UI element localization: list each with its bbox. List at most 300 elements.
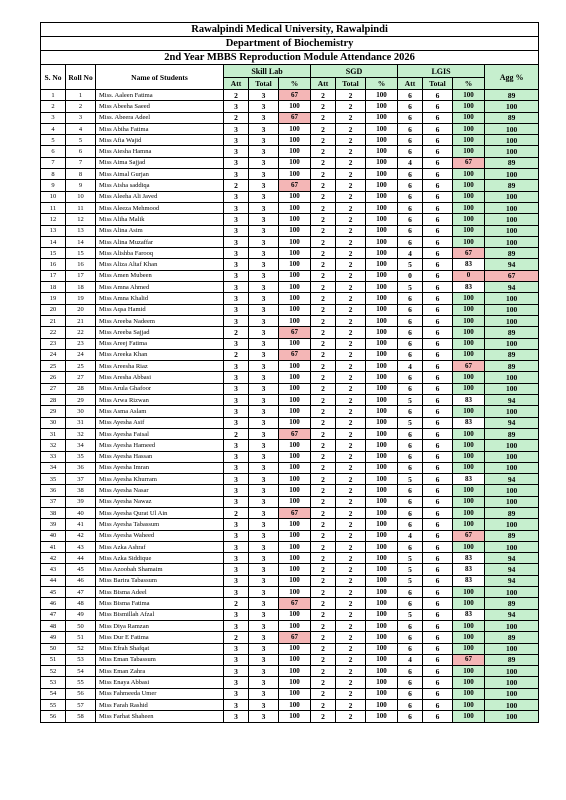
aggregate-percent: 67 (485, 270, 539, 281)
skill-lab-att: 3 (224, 485, 249, 496)
sgd-att: 2 (311, 327, 336, 338)
roll-number: 46 (66, 575, 96, 586)
sgd-att: 2 (311, 598, 336, 609)
sgd-att: 2 (311, 417, 336, 428)
sgd-percent: 100 (366, 361, 398, 372)
student-name: Miss Diya Ramzan (96, 620, 224, 631)
sgd-percent: 100 (366, 270, 398, 281)
sgd-att: 2 (311, 440, 336, 451)
group-sgd: SGD (311, 65, 398, 78)
lgis-att: 6 (398, 451, 423, 462)
table-row (41, 327, 539, 338)
serial-number: 18 (41, 282, 66, 293)
lgis-att: 6 (398, 123, 423, 134)
table-row (41, 575, 539, 586)
student-name: Miss Areeba Nadeem (96, 315, 224, 326)
student-name: Miss Farah Rashid (96, 700, 224, 711)
serial-number: 40 (41, 530, 66, 541)
skill-lab-total: 3 (249, 383, 279, 394)
lgis-total: 6 (423, 440, 453, 451)
lgis-percent: 100 (453, 632, 485, 643)
lgis-percent: 100 (453, 315, 485, 326)
skill-lab-att: 3 (224, 259, 249, 270)
table-row (41, 417, 539, 428)
lgis-percent: 67 (453, 361, 485, 372)
lgis-total: 6 (423, 688, 453, 699)
sgd-percent: 100 (366, 383, 398, 394)
aggregate-percent: 94 (485, 474, 539, 485)
lgis-percent: 100 (453, 101, 485, 112)
aggregate-percent: 89 (485, 632, 539, 643)
table-row (41, 406, 539, 417)
lgis-att: 5 (398, 575, 423, 586)
table-row (41, 293, 539, 304)
skill-lab-percent: 100 (279, 214, 311, 225)
skill-lab-att: 3 (224, 575, 249, 586)
aggregate-percent: 100 (485, 462, 539, 473)
serial-number: 46 (41, 598, 66, 609)
lgis-att: 6 (398, 202, 423, 213)
skill-lab-percent: 100 (279, 474, 311, 485)
table-row (41, 361, 539, 372)
table-row (41, 191, 539, 202)
sgd-total: 2 (336, 496, 366, 507)
table-row (41, 654, 539, 665)
skill-lab-att: 3 (224, 304, 249, 315)
lgis-percent: 100 (453, 677, 485, 688)
sgd-total: 2 (336, 214, 366, 225)
skill-lab-att: 3 (224, 474, 249, 485)
sgd-percent: 100 (366, 598, 398, 609)
lgis-att: 6 (398, 507, 423, 518)
sgd-percent: 100 (366, 169, 398, 180)
skill-lab-att: 3 (224, 417, 249, 428)
student-name: Miss. Aaleen Fatima (96, 90, 224, 101)
sgd-percent: 100 (366, 180, 398, 191)
skill-lab-att: 3 (224, 553, 249, 564)
lgis-att: 6 (398, 519, 423, 530)
skill-lab-percent: 100 (279, 135, 311, 146)
sgd-att: 2 (311, 180, 336, 191)
serial-number: 7 (41, 157, 66, 168)
sgd-total: 2 (336, 395, 366, 406)
roll-number: 36 (66, 462, 96, 473)
roll-number: 4 (66, 123, 96, 134)
skill-lab-percent: 100 (279, 406, 311, 417)
sgd-percent: 100 (366, 135, 398, 146)
skill-lab-total: 3 (249, 428, 279, 439)
table-row (41, 372, 539, 383)
lgis-att: 6 (398, 440, 423, 451)
aggregate-percent: 89 (485, 654, 539, 665)
sgd-total: 2 (336, 711, 366, 722)
lgis-percent: 100 (453, 236, 485, 247)
skill-lab-att: 3 (224, 462, 249, 473)
lgis-att: 6 (398, 293, 423, 304)
roll-number: 48 (66, 598, 96, 609)
sgd-att: 2 (311, 146, 336, 157)
skill-lab-att: 3 (224, 587, 249, 598)
roll-number: 49 (66, 609, 96, 620)
lgis-total: 6 (423, 666, 453, 677)
aggregate-percent: 94 (485, 395, 539, 406)
lgis-total: 6 (423, 598, 453, 609)
lgis-total: 6 (423, 654, 453, 665)
serial-number: 55 (41, 700, 66, 711)
skill-lab-att: 2 (224, 507, 249, 518)
sgd-total: 2 (336, 293, 366, 304)
student-name: Miss Azoobah Shamaim (96, 564, 224, 575)
lgis-total: 6 (423, 338, 453, 349)
table-row (41, 270, 539, 281)
student-name: Miss Fahmeeda Umer (96, 688, 224, 699)
aggregate-percent: 94 (485, 553, 539, 564)
attendance-sheet (40, 22, 538, 723)
roll-number: 58 (66, 711, 96, 722)
skill-lab-percent: 100 (279, 236, 311, 247)
sgd-total: 2 (336, 146, 366, 157)
skill-lab-percent: 100 (279, 440, 311, 451)
sgd-total: 2 (336, 598, 366, 609)
lgis-att: 4 (398, 361, 423, 372)
lgis-total: 6 (423, 575, 453, 586)
skill-lab-att: 3 (224, 654, 249, 665)
aggregate-percent: 100 (485, 519, 539, 530)
skill-lab-total: 3 (249, 123, 279, 134)
roll-number: 40 (66, 507, 96, 518)
sgd-att: 2 (311, 474, 336, 485)
skill-lab-percent: 100 (279, 688, 311, 699)
sgd-att: 2 (311, 406, 336, 417)
lgis-att: 6 (398, 620, 423, 631)
skill-lab-percent: 100 (279, 383, 311, 394)
lgis-percent: 100 (453, 587, 485, 598)
table-row (41, 315, 539, 326)
sgd-percent: 100 (366, 553, 398, 564)
col-agg: Agg % (485, 65, 539, 90)
lgis-total: 6 (423, 180, 453, 191)
skill-lab-total: 3 (249, 191, 279, 202)
sgd-total: 2 (336, 248, 366, 259)
skill-lab-total: 3 (249, 451, 279, 462)
student-name: Miss Arula Ghafoor (96, 383, 224, 394)
lgis-att: 4 (398, 530, 423, 541)
sgd-att: 2 (311, 428, 336, 439)
roll-number: 19 (66, 293, 96, 304)
serial-number: 39 (41, 519, 66, 530)
serial-number: 54 (41, 688, 66, 699)
skill-lab-percent: 67 (279, 598, 311, 609)
roll-number: 13 (66, 225, 96, 236)
sgd-total: 2 (336, 417, 366, 428)
skill-lab-total: 3 (249, 598, 279, 609)
serial-number: 48 (41, 620, 66, 631)
skill-lab-total: 3 (249, 688, 279, 699)
lgis-att: 6 (398, 304, 423, 315)
sgd-percent: 100 (366, 248, 398, 259)
skill-lab-percent: 67 (279, 349, 311, 360)
lgis-total: 6 (423, 349, 453, 360)
sub-att: Att (398, 78, 423, 90)
table-row (41, 135, 539, 146)
lgis-total: 6 (423, 406, 453, 417)
lgis-att: 5 (398, 282, 423, 293)
sgd-att: 2 (311, 248, 336, 259)
roll-number: 27 (66, 372, 96, 383)
skill-lab-total: 3 (249, 112, 279, 123)
col-name: Name of Students (96, 65, 224, 90)
skill-lab-total: 3 (249, 711, 279, 722)
table-row (41, 587, 539, 598)
skill-lab-att: 3 (224, 541, 249, 552)
sgd-total: 2 (336, 440, 366, 451)
aggregate-percent: 94 (485, 564, 539, 575)
aggregate-percent: 100 (485, 440, 539, 451)
aggregate-percent: 100 (485, 225, 539, 236)
skill-lab-att: 3 (224, 395, 249, 406)
serial-number: 1 (41, 90, 66, 101)
skill-lab-att: 3 (224, 123, 249, 134)
sgd-percent: 100 (366, 541, 398, 552)
serial-number: 53 (41, 677, 66, 688)
lgis-total: 6 (423, 123, 453, 134)
lgis-att: 5 (398, 259, 423, 270)
student-name: Miss Enaya Abbasi (96, 677, 224, 688)
skill-lab-percent: 67 (279, 327, 311, 338)
lgis-att: 5 (398, 609, 423, 620)
student-name: Miss Aresha Abbasi (96, 372, 224, 383)
sgd-att: 2 (311, 643, 336, 654)
lgis-att: 6 (398, 496, 423, 507)
sgd-total: 2 (336, 485, 366, 496)
sgd-att: 2 (311, 236, 336, 247)
lgis-att: 5 (398, 395, 423, 406)
table-row (41, 180, 539, 191)
roll-number: 7 (66, 157, 96, 168)
skill-lab-percent: 100 (279, 462, 311, 473)
table-row (41, 259, 539, 270)
sgd-att: 2 (311, 462, 336, 473)
roll-number: 43 (66, 541, 96, 552)
skill-lab-att: 3 (224, 248, 249, 259)
sgd-total: 2 (336, 451, 366, 462)
aggregate-percent: 100 (485, 214, 539, 225)
lgis-percent: 100 (453, 485, 485, 496)
sgd-total: 2 (336, 428, 366, 439)
lgis-total: 6 (423, 248, 453, 259)
skill-lab-att: 3 (224, 135, 249, 146)
sgd-percent: 100 (366, 112, 398, 123)
sgd-att: 2 (311, 677, 336, 688)
sgd-total: 2 (336, 700, 366, 711)
skill-lab-att: 3 (224, 315, 249, 326)
table-row (41, 530, 539, 541)
lgis-percent: 100 (453, 666, 485, 677)
student-name: Miss Afia Wajid (96, 135, 224, 146)
sgd-att: 2 (311, 202, 336, 213)
sgd-percent: 100 (366, 507, 398, 518)
skill-lab-total: 3 (249, 587, 279, 598)
student-name: Miss Amna Ahmed (96, 282, 224, 293)
sgd-att: 2 (311, 530, 336, 541)
sgd-percent: 100 (366, 620, 398, 631)
sgd-att: 2 (311, 587, 336, 598)
skill-lab-percent: 100 (279, 361, 311, 372)
lgis-att: 4 (398, 157, 423, 168)
lgis-att: 6 (398, 485, 423, 496)
student-name: Miss Barira Tabassum (96, 575, 224, 586)
table-row (41, 169, 539, 180)
skill-lab-percent: 100 (279, 711, 311, 722)
sgd-att: 2 (311, 507, 336, 518)
lgis-att: 6 (398, 236, 423, 247)
lgis-total: 6 (423, 146, 453, 157)
skill-lab-att: 3 (224, 191, 249, 202)
serial-number: 52 (41, 666, 66, 677)
sgd-total: 2 (336, 462, 366, 473)
sgd-total: 2 (336, 609, 366, 620)
serial-number: 42 (41, 553, 66, 564)
student-name: Miss Dur E Fatima (96, 632, 224, 643)
skill-lab-total: 3 (249, 700, 279, 711)
skill-lab-total: 3 (249, 620, 279, 631)
table-row (41, 496, 539, 507)
student-name: Miss Aimal Gurjan (96, 169, 224, 180)
skill-lab-total: 3 (249, 677, 279, 688)
student-name: Miss Ayesha Qurat Ul Ain (96, 507, 224, 518)
skill-lab-total: 3 (249, 553, 279, 564)
lgis-percent: 83 (453, 564, 485, 575)
roll-number: 3 (66, 112, 96, 123)
sgd-total: 2 (336, 304, 366, 315)
student-name: Miss. Abeera Adeel (96, 112, 224, 123)
lgis-percent: 83 (453, 282, 485, 293)
skill-lab-percent: 100 (279, 496, 311, 507)
skill-lab-percent: 100 (279, 191, 311, 202)
aggregate-percent: 100 (485, 383, 539, 394)
skill-lab-att: 2 (224, 112, 249, 123)
lgis-total: 6 (423, 101, 453, 112)
sgd-percent: 100 (366, 666, 398, 677)
lgis-total: 6 (423, 417, 453, 428)
attendance-rows (41, 90, 539, 723)
group-lgis: LGIS (398, 65, 485, 78)
aggregate-percent: 89 (485, 112, 539, 123)
lgis-percent: 100 (453, 643, 485, 654)
roll-number: 42 (66, 530, 96, 541)
sgd-att: 2 (311, 169, 336, 180)
aggregate-percent: 100 (485, 372, 539, 383)
roll-number: 37 (66, 474, 96, 485)
lgis-total: 6 (423, 677, 453, 688)
roll-number: 30 (66, 406, 96, 417)
sgd-total: 2 (336, 530, 366, 541)
lgis-att: 6 (398, 146, 423, 157)
lgis-att: 6 (398, 112, 423, 123)
aggregate-percent: 100 (485, 700, 539, 711)
lgis-total: 6 (423, 519, 453, 530)
group-skill-lab: Skill Lab (224, 65, 311, 78)
lgis-total: 6 (423, 587, 453, 598)
skill-lab-percent: 100 (279, 338, 311, 349)
skill-lab-percent: 100 (279, 169, 311, 180)
skill-lab-percent: 100 (279, 293, 311, 304)
sgd-att: 2 (311, 112, 336, 123)
sgd-total: 2 (336, 575, 366, 586)
skill-lab-total: 3 (249, 417, 279, 428)
student-name: Miss Efrah Shafqat (96, 643, 224, 654)
lgis-percent: 100 (453, 90, 485, 101)
lgis-percent: 100 (453, 598, 485, 609)
aggregate-percent: 89 (485, 327, 539, 338)
lgis-percent: 67 (453, 248, 485, 259)
skill-lab-percent: 67 (279, 112, 311, 123)
skill-lab-total: 3 (249, 666, 279, 677)
lgis-percent: 100 (453, 304, 485, 315)
lgis-total: 6 (423, 451, 453, 462)
lgis-total: 6 (423, 564, 453, 575)
skill-lab-total: 3 (249, 180, 279, 191)
aggregate-percent: 100 (485, 169, 539, 180)
lgis-att: 6 (398, 180, 423, 191)
table-row (41, 711, 539, 722)
sgd-att: 2 (311, 101, 336, 112)
aggregate-percent: 100 (485, 146, 539, 157)
sgd-total: 2 (336, 191, 366, 202)
lgis-total: 6 (423, 620, 453, 631)
student-name: Miss Alina Muzaffar (96, 236, 224, 247)
sgd-total: 2 (336, 259, 366, 270)
lgis-percent: 83 (453, 395, 485, 406)
skill-lab-total: 3 (249, 101, 279, 112)
lgis-percent: 83 (453, 417, 485, 428)
roll-number: 22 (66, 327, 96, 338)
sgd-total: 2 (336, 315, 366, 326)
lgis-percent: 100 (453, 214, 485, 225)
skill-lab-percent: 100 (279, 225, 311, 236)
serial-number: 19 (41, 293, 66, 304)
lgis-att: 6 (398, 214, 423, 225)
table-row (41, 462, 539, 473)
lgis-total: 6 (423, 157, 453, 168)
lgis-total: 6 (423, 315, 453, 326)
skill-lab-total: 3 (249, 564, 279, 575)
skill-lab-att: 3 (224, 643, 249, 654)
lgis-att: 6 (398, 428, 423, 439)
student-name: Miss Ayesha Imran (96, 462, 224, 473)
roll-number: 54 (66, 666, 96, 677)
skill-lab-total: 3 (249, 440, 279, 451)
serial-number: 30 (41, 417, 66, 428)
skill-lab-total: 3 (249, 654, 279, 665)
lgis-total: 6 (423, 112, 453, 123)
sgd-total: 2 (336, 169, 366, 180)
lgis-att: 6 (398, 135, 423, 146)
sgd-percent: 100 (366, 485, 398, 496)
skill-lab-att: 3 (224, 101, 249, 112)
aggregate-percent: 94 (485, 417, 539, 428)
lgis-att: 6 (398, 541, 423, 552)
sgd-total: 2 (336, 135, 366, 146)
lgis-att: 6 (398, 632, 423, 643)
sgd-total: 2 (336, 632, 366, 643)
student-name: Miss Bismillah Afzal (96, 609, 224, 620)
lgis-total: 6 (423, 282, 453, 293)
lgis-att: 6 (398, 383, 423, 394)
skill-lab-att: 3 (224, 214, 249, 225)
table-row (41, 112, 539, 123)
sgd-total: 2 (336, 349, 366, 360)
